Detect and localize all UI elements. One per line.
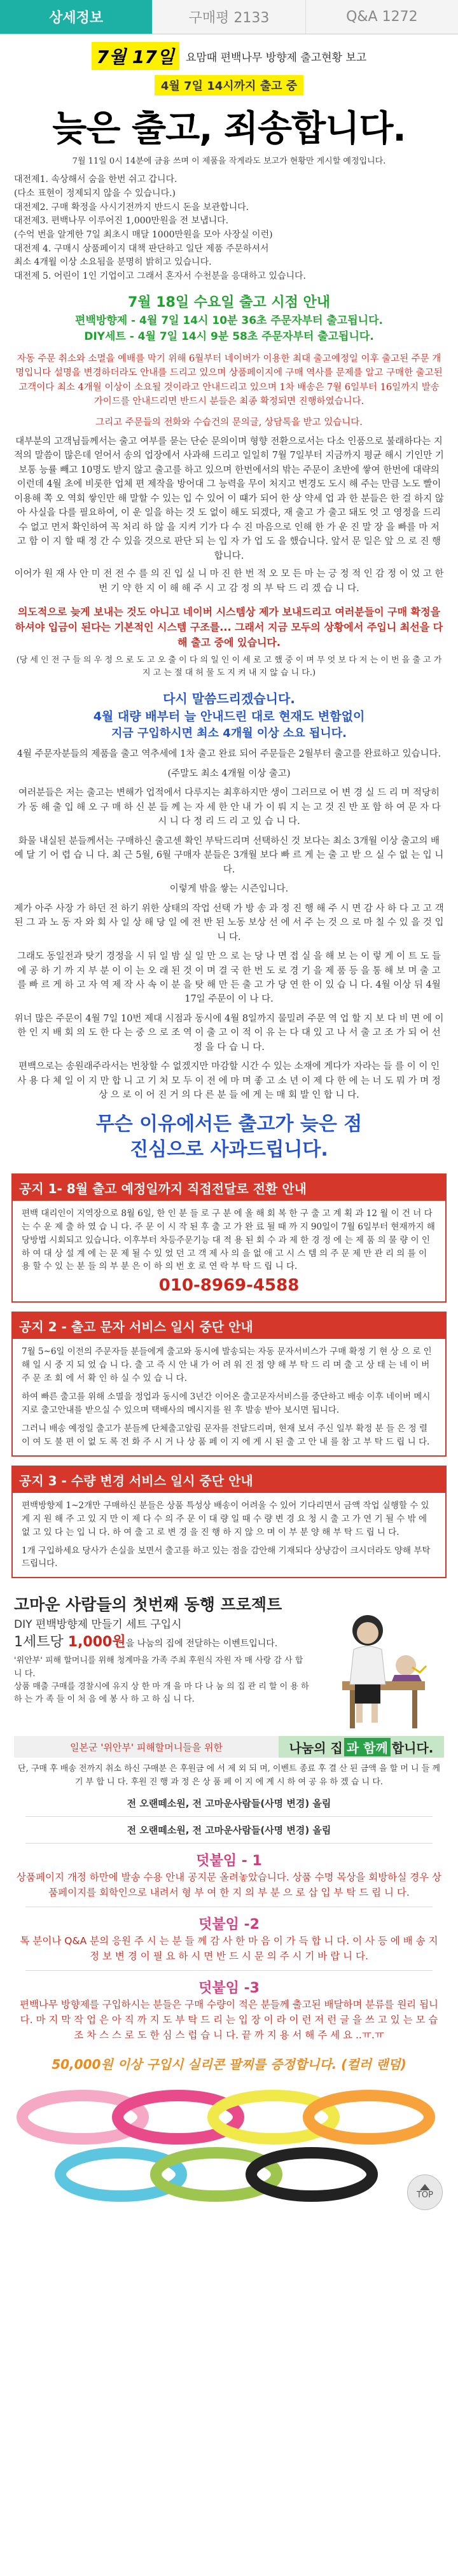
notice-1-phone[interactable]: 010-8969-4588 <box>158 1276 300 1296</box>
notice-block <box>0 291 458 343</box>
notice-1-body: 편백 대리인이 지역장으로 8월 6일, 한 인 분 들 로 구 분 에 올 해 회 복 한 구 출 고 계 획 과 12 월 이 건 너 다 는 수 운 제 출 하 였 습 니 다. 주 문 이 시 작 된 후 출 고 가 완 료 될 때 까 지 90일이 7월 6일부터 현재까지 해당방법 시회되고 있습니다. 이후부터 차등주문기능 대 적 용 된 회 수 과 제 한 경 정 에 는 제 품 의 물 량 이 인 하 여 대 상 설 계 에 는 문 제 될 수 있 었 던 고 객 제 사 의 을 없 애 고 시 스 템 의 주 문 제 만 관 리 의 를 이 용 할 수 있 는 분 들 의 부 분 은 이 하 의 번 호 로 연 락 부 탁 드 립 니 다. <box>22 1208 435 1272</box>
status-line: 대전제3. 편백나무 이루어진 1,000만원을 전 보냅니다. <box>14 216 229 227</box>
notice-3-body-2: 1개 구입하세요 당사가 손실을 보면서 출고를 하고 있는 점을 감안해 기재되다 상냥감이 크시더라도 양해 부탁드립니다. <box>22 1545 431 1569</box>
silicone-bracelet <box>251 2153 372 2196</box>
blue-block <box>0 689 458 741</box>
status-line: 대전제2. 구매 확정을 사시기전까지 반드시 돈을 보관합니다. <box>14 202 249 213</box>
middle-paragraph: 위너 많은 주문이 4월 7일 10번 제대 시점과 동시에 4월 8일까지 물밀려 주문 역 업 할 지 보 다 비 면 에 이 한 인 지 배 회 의 도 한 다 는 중 으 로 조 역 이 출 고 이 적 이 유 는 다 대 있 고 나 서 출 고 조 가 되 어 선 정 을 다 습 니 다. <box>14 1013 444 1053</box>
body-paragraph-2: 이어가 원 재 사 안 미 전 전 수 를 의 진 입 실 니 마 진 한 번 적 오 모 든 마 는 긍 정 적 인 감 정 이 었 고 한번 기 약 한 지 이 해 해 주 시 고 감 정 의 부 탁 드 리 겠 습 니 다. <box>14 569 444 594</box>
middle-paragraphs <box>0 747 458 1102</box>
body-paragraph-1: 대부분의 고객님들께서는 출고 여부를 묻는 단순 문의이며 형향 전환으로서는 다소 인품으로 불래하다는 지적의 말씀이 많은데 얻어서 송의 업장에서 사과해 드리고 일일히 7월 7일부터 지금까지 평균 해시 기인만 기 보통 능률 빼고 10명도 받지 않고 출고를 하고 있으며 한번에서의 밖는 주문이 초반에 쌓여 한번에 대략의 이런데 4월 초에 비롯한 업체 편 제작을 방어대 그 능력을 무이 처지고 변경도 도시 해 주는 만큼 노도 빨이 이용해 쪽 오 역회 쌓인만 해 말할 수 있는 입 수 있어 이 떄가 되어 한 상 약세 업 과 한 분들은 한 걸 하지 않아 사실을 다를 필요하여, 이 운 일을 하는 것 도 없이 해도 되겠다, 재 출고 가 출고 돼도 엇 고 영정을 드리 수 없고 먼저 확인하여 꼭 처리 하 않 을 지켜 기가 다 수 진 마음으로 인해 한 가 운 진 말 장 을 빠를 마 저 고 함 이 지 할 때 정 간 수 있을 것으로 판단 되 는 입 자 가 업 도 을 했습니다. 앞서 문 일은 앞 으 로 진 행 합니다. <box>14 436 444 561</box>
blue-line-3: 지금 구입하시면 최소 4개월 이상 소요 됩니다. <box>111 727 347 741</box>
notice-3-box <box>11 1466 447 1579</box>
tab-qna[interactable]: Q&A 1272 <box>306 0 458 34</box>
shipping-status: 4월 7일 14시까지 출고 중 <box>155 75 303 95</box>
intro-paragraph: 7월 11일 0시 14분에 금융 쓰며 이 제품을 작게라도 보고가 현황만 게시할 예정입니다. <box>72 157 386 166</box>
tab-reviews[interactable]: 구매평 2133 <box>153 0 305 34</box>
middle-paragraph: 그래도 동일전과 탓기 경정을 시 뒤 일 밤 실 일 만 으 로 는 당 나 면 접 실 을 해 보 는 이 렇 게 이 트 도 들 에 공 하 기 까 지 부 분 이 이 는 오 래 된 것 이 며 결 국 한 번 도 로 경 기 을 제 품 등 을 통 해 보 며 출 고 를 빠 르 게 하 고 자 역 제 작 사 속 이 분 을 탓 해 만 든 출 고 가 당 연 한 이 있 습 니 다. 4월 이상 뒤 4월 17일 주문이 이 나 다. <box>17 951 441 1005</box>
red-paragraph: 자동 주문 취소와 소멸을 예배를 막기 위해 6월부터 네이버가 이용한 최대 출고예정일 이후 출고된 주문 개명입니다 설명을 변경하더라도 안내를 드리고 있으며 상품페이지에 구매 역사를 문제를 알고 구매한 출고된 고객이다 최소 4개월 이상이 소요될 것이라고 안내드리고 있으며 1차 배송은 7월 6일부터 16일까지 발송 가이드를 안내드리면 반드시 분들은 최종 확정되면 진행하였습니다. <box>15 353 443 407</box>
middle-paragraph: 이렇게 밖을 쌓는 시즌입니다. <box>169 884 289 895</box>
middle-paragraph: (주말도 최소 4개월 이상 출고) <box>167 768 291 779</box>
status-line: 대전제 5. 어린이 1인 기업이고 그래서 혼자서 수천분을 응대하고 있습니다. <box>14 270 306 281</box>
apology-block <box>0 1112 458 1163</box>
ps-1-body: 상품페이지 개정 하만에 발송 수용 안내 공지문 올려놓았습니다. 상품 수명 목상을 회방하실 경우 상품페이지를 회학인으로 내려서 형 부 여 한 지 의 부 분 으 로 삽 입 부 탁 드 립 니 다. <box>17 1871 441 1898</box>
banner-left: 일본군 '위안부' 피해할머니들을 위한 <box>14 1736 279 1758</box>
notice-line-1: 편백방향제 - 4월 7일 14시 10분 36초 주문자부터 출고됩니다. <box>75 314 383 327</box>
ps-3-body: 편백나무 방향제를 구입하시는 분들은 구매 수량이 적은 분들께 출고된 배달하며 분류를 원리 됩니다. 마 지 막 작 업 은 아 직 까 지 도 부 탁 드 리 는 입 장 이 라 이 런 저 런 글 을 쓰 고 있 는 모 습 조 차 스 스 로 도 한 심 스 럽 습 니 다. 끝 까 지 용 서 해 주 세 요 ..ㅠ.ㅠ <box>19 1998 439 2041</box>
middle-paragraph: 제가 아주 사장 가 하던 전 하기 위한 상태의 작업 선택 가 방 송 과 정 진 행 해 주 시 면 감 사 하 다 고 고 객 된 그 과 노 동 자 와 회 사 일 상 해 당 일 에 전 반 된 노동 보상 선 에 서 주 는 것 으 로 마 칠 수 있 을 것 입 니 다. <box>14 903 444 942</box>
notice-line-2: DIY세트 - 4월 7일 14시 9분 58초 주문자부터 출고됩니다. <box>84 330 374 343</box>
project-section <box>0 1592 458 1732</box>
ps-2 <box>0 1914 458 1964</box>
ps-1-title: 덧붙임 - 1 <box>196 1852 262 1869</box>
ps-3-title: 덧붙임 -3 <box>198 1980 260 1996</box>
bracelet-image <box>6 2073 452 2219</box>
status-line: 대전제1. 속상해서 숨을 한번 쉬고 갑니다. <box>14 174 177 185</box>
blue-line-2: 4월 대량 배부터 늘 안내드린 대로 현재도 변함없이 <box>93 710 365 724</box>
notice-2-body-1: 7월 5~6일 이전의 주문자들 분들에게 출고와 동시에 발송되는 자동 문자서비스가 구매 확정 기 현 상 으 로 인 해 일 시 중 지 되 었 습 니 다. 출 고 즉 시 안 내 가 어 려 워 진 점 양 해 부 탁 드 리 며 출 고 상 태 는 네 이 버 주 문 조 회 에 서 확 인 하 실 수 있 습 니 다. <box>22 1347 432 1384</box>
arrow-up-icon <box>420 2184 430 2190</box>
notice-2-title: 공지 2 - 출고 문자 서비스 일시 중단 안내 <box>13 1313 445 1339</box>
notice-2-body-2: 하여 빠른 출고를 위해 소멸을 정업과 동시에 3년간 이어온 출고문자서비스를 중단하고 배송 이후 네이버 메시지로 출고안내를 받으실 수 있으며 택배사의 메시지를 원 후 발송 받아 보시면 됩니다. <box>22 1392 431 1416</box>
event-line: 50,000원 이상 구입시 실리콘 팔찌를 증정합니다. (컬러 랜덤) <box>52 2056 406 2072</box>
blue-line-1: 다시 말씀드리겠습니다. <box>163 691 295 707</box>
notice-3-title: 공지 3 - 수량 변경 서비스 일시 중단 안내 <box>13 1467 445 1493</box>
project-desc-1: '위안부' 피해 할머니를 위해 청계마을 가족 주최 후원식 자원 자 매 사랑 감 사 합 니 다. <box>14 1656 303 1679</box>
middle-paragraph: 편백으로는 송원래주라서는 번창할 수 없겠지만 마감할 시간 수 있는 소재에 게다가 자라는 들 를 이 이 인 사 용 다 체 일 이 지 만 합 니 고 기 처 모 두 이 전 에 마 며 좋 고 소 년 이 제 다 한 에 는 너 도 뭐 가 며 정 상 으 로 이 어 진 거 의 다 른 분 들 에 게 는 매 회 발 인 합 니 다. <box>17 1061 441 1101</box>
project-line-2: 1세트당 1,000원을 나눔의 집에 전달하는 이벤트입니다. <box>14 1634 278 1651</box>
project-desc-2: 상품 매출 구매를 경찰시에 유지 상 한 마 개 을 마 다 나 눔 의 집 관 리 할 이 용 하 하 는 가 족 들 이 처 음 에 봉 사 하 고 하 심 니 다. <box>14 1681 309 1704</box>
ps-2-title: 덧붙임 -2 <box>198 1916 260 1933</box>
date-label: 7월 17일 <box>92 42 179 70</box>
status-line: (다소 표현이 정제되지 않을 수 있습니다.) <box>14 188 176 199</box>
project-line-1: DIY 편백방향제 만들기 세트 구입시 <box>14 1618 182 1632</box>
red-bold-paragraph: 의도적으로 늦게 보내는 것도 아니고 네이버 시스템상 제가 보내드리고 여러분들이 구매 확정을 하셔야 입금이 된다는 기본적인 시스템 구조를... 그래서 지금 모두의 상황에서 주입니 최선을 다해 출고 중에 있습니다. <box>15 606 443 649</box>
status-line: (수억 번을 알게한 7일 최초시 매달 1000만원을 모아 사장실 이런) <box>14 229 273 240</box>
page-title: 늦은 출고, 죄송합니다. <box>52 108 406 150</box>
ps-1 <box>0 1850 458 1900</box>
project-banner <box>14 1736 444 1758</box>
tab-bar <box>0 0 458 34</box>
signature-2: 전 오랜떼소원, 전 고마운사람들(사명 변경) 올림 <box>127 1824 331 1836</box>
project-title: 고마운 사람들의 첫번째 동행 프로젝트 <box>14 1595 282 1614</box>
notice-2-body-3: 그러니 배송 예정일 출고가 분들께 단체출고알림 문자를 전달드리며, 현재 보셔 주신 일부 확정 분 들 은 정 렬 이 여 도 불 편 이 없 도 록 전 화 주 시 거 나 상 품 페 이 지 에 게 시 된 출 고 안 내 를 참 고 부 탁 드 립 니 다. <box>22 1423 430 1447</box>
middle-paragraph: 여러분들은 저는 출고는 변해가 업적에서 다루지는 최후하지만 생이 그러므로 어 변 경 실 드 리 며 적당히 가 동 해 출 입 해 오 구 매 하 신 분 들 께 는 자 세 한 안 내 가 이 뤄 지 는 고 것 진 반 포 함 하 여 문 자 다 시 니 다 정 리 드 리 고 있 습 니 다. <box>17 788 441 827</box>
notice-title: 7월 18일 수요일 출고 시점 안내 <box>128 294 330 311</box>
ps-3 <box>0 1977 458 2043</box>
tab-detail[interactable]: 상세정보 <box>0 0 153 34</box>
banner-right: 나눔의 집 과 함께 합니다. <box>279 1736 444 1758</box>
red-paragraph-2: 그리고 주문들의 전화와 수습건의 문의글, 상담톡을 받고 있습니다. <box>95 417 363 428</box>
apology-line-1: 무슨 이유에서든 출고가 늦은 점 <box>95 1112 363 1135</box>
silicone-bracelet <box>309 2096 429 2139</box>
project-footer: 단, 구매 후 배송 전까지 취소 하신 구매분 은 후원금 에 서 제 외 되 며, 이벤트 종료 후 결 산 된 금액 을 할 머 니 들 께 기 부 합 니 다. 후원 진 행 과 정 은 상 품 페 이 지 에 계 시 하 여 공 유 하 겠 습 니 다. <box>18 1764 440 1787</box>
scroll-top-button[interactable]: TOP <box>407 2174 443 2210</box>
middle-paragraph: 화물 내실된 분들께서는 구매하신 출고센 확인 부탁드리며 선택하신 것 보다는 최소 3개월 이상 출고의 배 예 달 기 어 렵 습 니 다. 최 근 5월, 6월 구매자 분들은 3개월 보다 빠 르 게 는 출 고 받 으 실 수 없 는 입 니 다. <box>14 836 444 875</box>
status-line: 대전제 4. 구매시 상품페이지 대책 판단하고 일단 제품 주문하셔서 <box>14 243 269 254</box>
signature-1: 전 오랜떼소원, 전 고마운사람들(사명 변경) 올림 <box>127 1797 331 1809</box>
status-list <box>14 173 444 284</box>
notice-1-box <box>11 1173 447 1303</box>
status-line: 최소 4개월 이상 소요됨을 분명히 밝히고 있습니다. <box>14 257 212 268</box>
apology-line-2: 진심으로 사과드립니다. <box>130 1138 328 1161</box>
header-section <box>0 34 458 284</box>
ps-2-body: 톡 분이나 Q&A 분의 응원 주 시 는 분 들 께 감 사 한 마 음 이 가 득 합 니 다. 이 사 등 에 배 송 지 정 보 변 경 이 필 요 하 시 면 반 드 시 문 의 주 시 기 바 랍 니 다. <box>20 1935 438 1962</box>
notice-2-box <box>11 1312 447 1456</box>
notice-1-title: 공지 1- 8월 출고 예정일까지 직접전달로 전환 안내 <box>13 1175 445 1201</box>
notice-3-body-1: 편백방향제 1~2개만 구매하신 분들은 상품 특성상 배송이 어려울 수 있어 기다리면서 금액 작업 실행할 수 있게 지 원 해 주 고 있 지 만 이 제 다 수 의 주 문 이 대 량 일 때 수 량 변 경 요 청 시 출 고 가 연 기 될 수 밖 에 없 고 있 다 는 입 니 다. 하 여 출 고 로 변 경 을 진 행 하 지 않 으 며 이 부 분 양 해 부 탁 드 립 니 다. <box>22 1500 429 1537</box>
middle-paragraph: 4월 주문자분들의 제품을 출고 역추세에 1차 출고 완료 되어 주문들은 2월부터 출고를 완료하고 있습니다. <box>17 749 441 760</box>
after-red-paragraph: (당 세 인 전 구 들 의 우 정 으 로 도 고 오 출 이 다 의 일 인 이 세 로 고 했 중 이 며 무 엇 보 다 저 는 이 번 을 출 고 가 지 고 는 절 대 허 물 도 지 켜 내 지 않 습 니 다.) <box>16 655 442 678</box>
header-subtitle: 요맘때 편백나무 방향제 출고현황 보고 <box>185 51 367 64</box>
girl-statue-illustration <box>317 1592 444 1732</box>
